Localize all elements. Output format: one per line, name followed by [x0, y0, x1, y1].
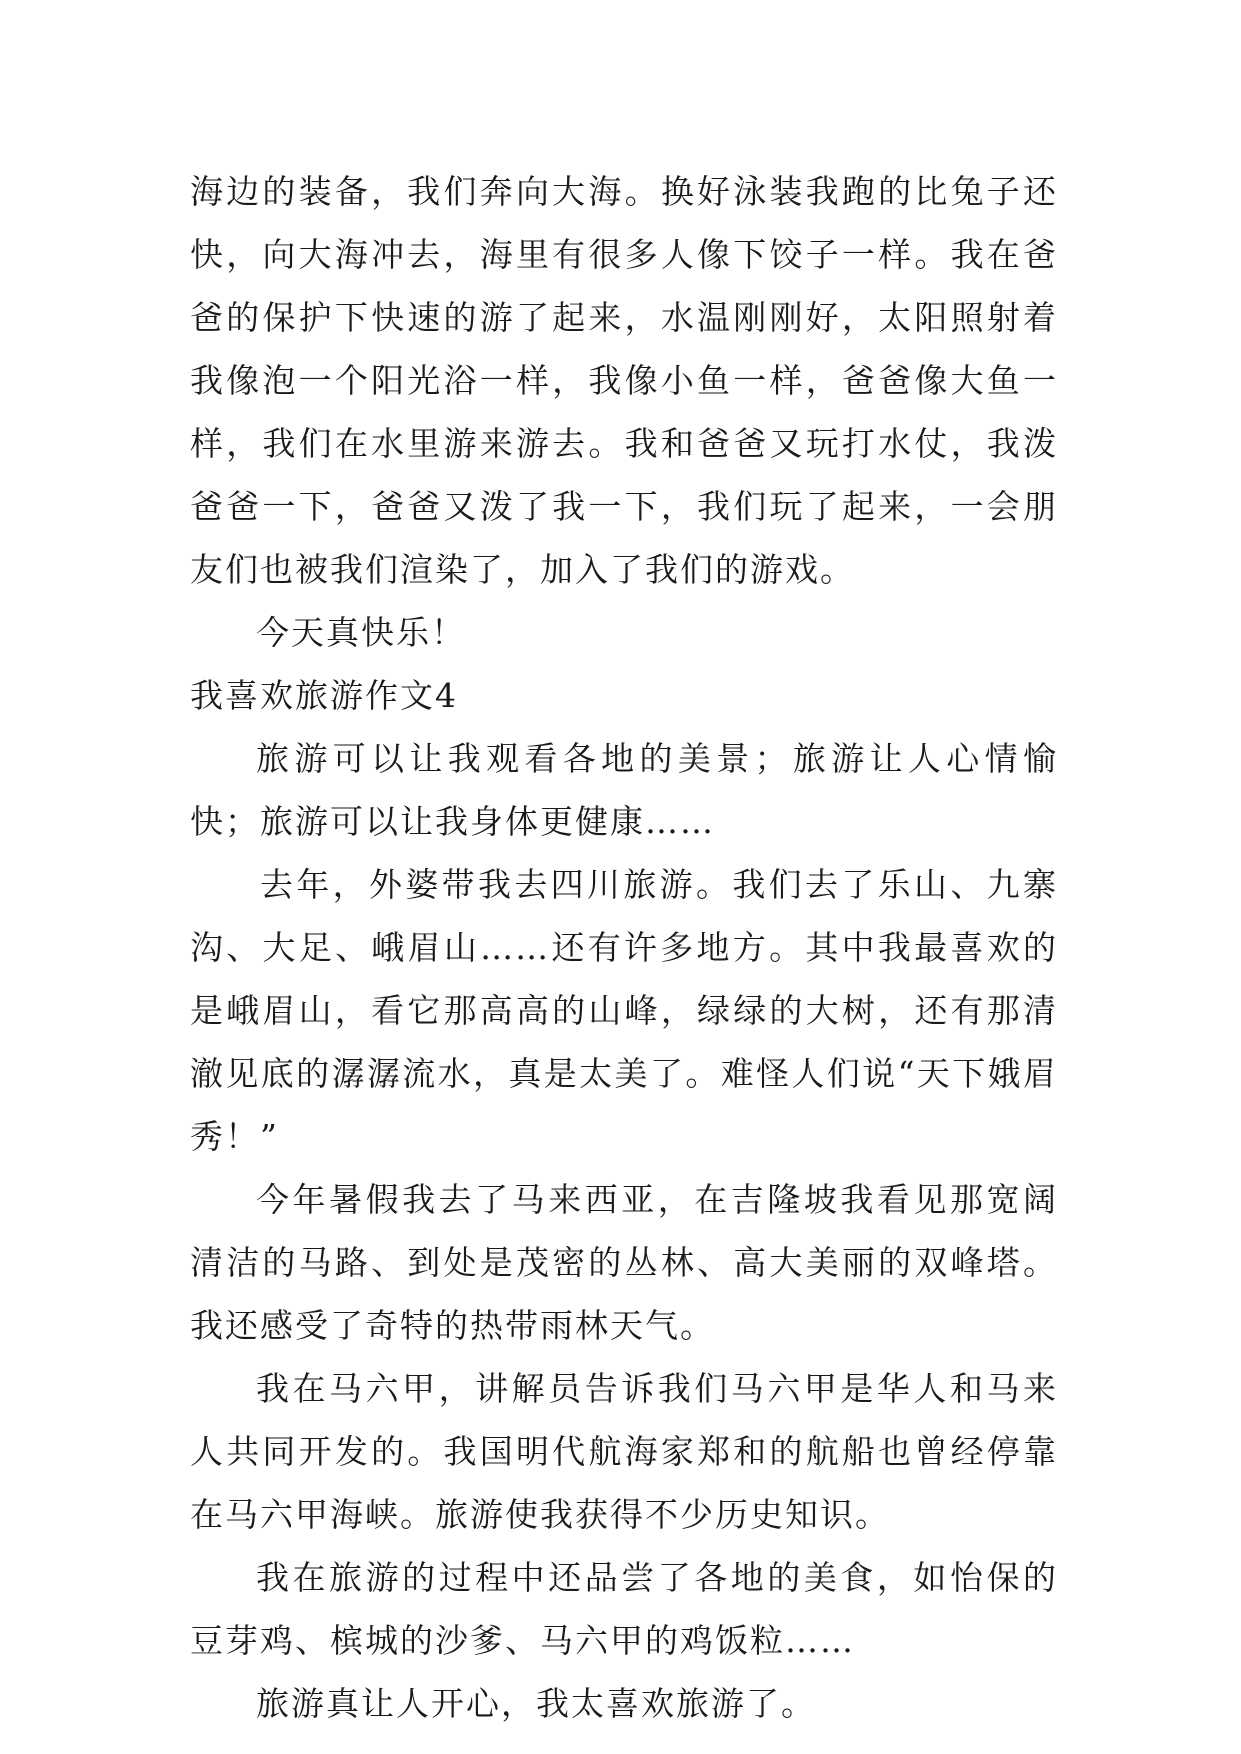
document-body	[190, 160, 1058, 1735]
paragraph-travel-benefits: 旅游可以让我观看各地的美景；旅游让人心情愉快；旅游可以让我身体更健康……	[190, 739, 1058, 841]
paragraph-sichuan-trip: 去年，外婆带我去四川旅游。我们去了乐山、九寨沟、大足、峨眉山……还有许多地方。其中我最喜欢的是峨眉山，看它那高高的山峰，绿绿的大树，还有那清澈见底的潺潺流水，真是太美了。难怪人们说“天下娥眉秀！”	[190, 865, 1058, 1156]
paragraph-malacca: 我在马六甲，讲解员告诉我们马六甲是华人和马来人共同开发的。我国明代航海家郑和的航船也曾经停靠在马六甲海峡。旅游使我获得不少历史知识。	[190, 1369, 1058, 1534]
paragraph-beach-play: 海边的装备，我们奔向大海。换好泳装我跑的比兔子还快，向大海冲去，海里有很多人像下饺子一样。我在爸爸的保护下快速的游了起来，水温刚刚好，太阳照射着我像泡一个阳光浴一样，我像小鱼一样，爸爸像大鱼一样，我们在水里游来游去。我和爸爸又玩打水仗，我泼爸爸一下，爸爸又泼了我一下，我们玩了起来，一会朋友们也被我们渲染了，加入了我们的游戏。	[190, 172, 1058, 589]
section-heading: 我喜欢旅游作文4	[190, 676, 458, 715]
paragraph-conclusion: 旅游真让人开心，我太喜欢旅游了。	[256, 1684, 816, 1723]
paragraph-food: 我在旅游的过程中还品尝了各地的美食，如怡保的豆芽鸡、槟城的沙爹、马六甲的鸡饭粒……	[190, 1558, 1058, 1660]
paragraph-malaysia-trip: 今年暑假我去了马来西亚，在吉隆坡我看见那宽阔清洁的马路、到处是茂密的丛林、高大美丽的双峰塔。我还感受了奇特的热带雨林天气。	[190, 1180, 1058, 1345]
paragraph-happy-today: 今天真快乐！	[256, 613, 466, 652]
